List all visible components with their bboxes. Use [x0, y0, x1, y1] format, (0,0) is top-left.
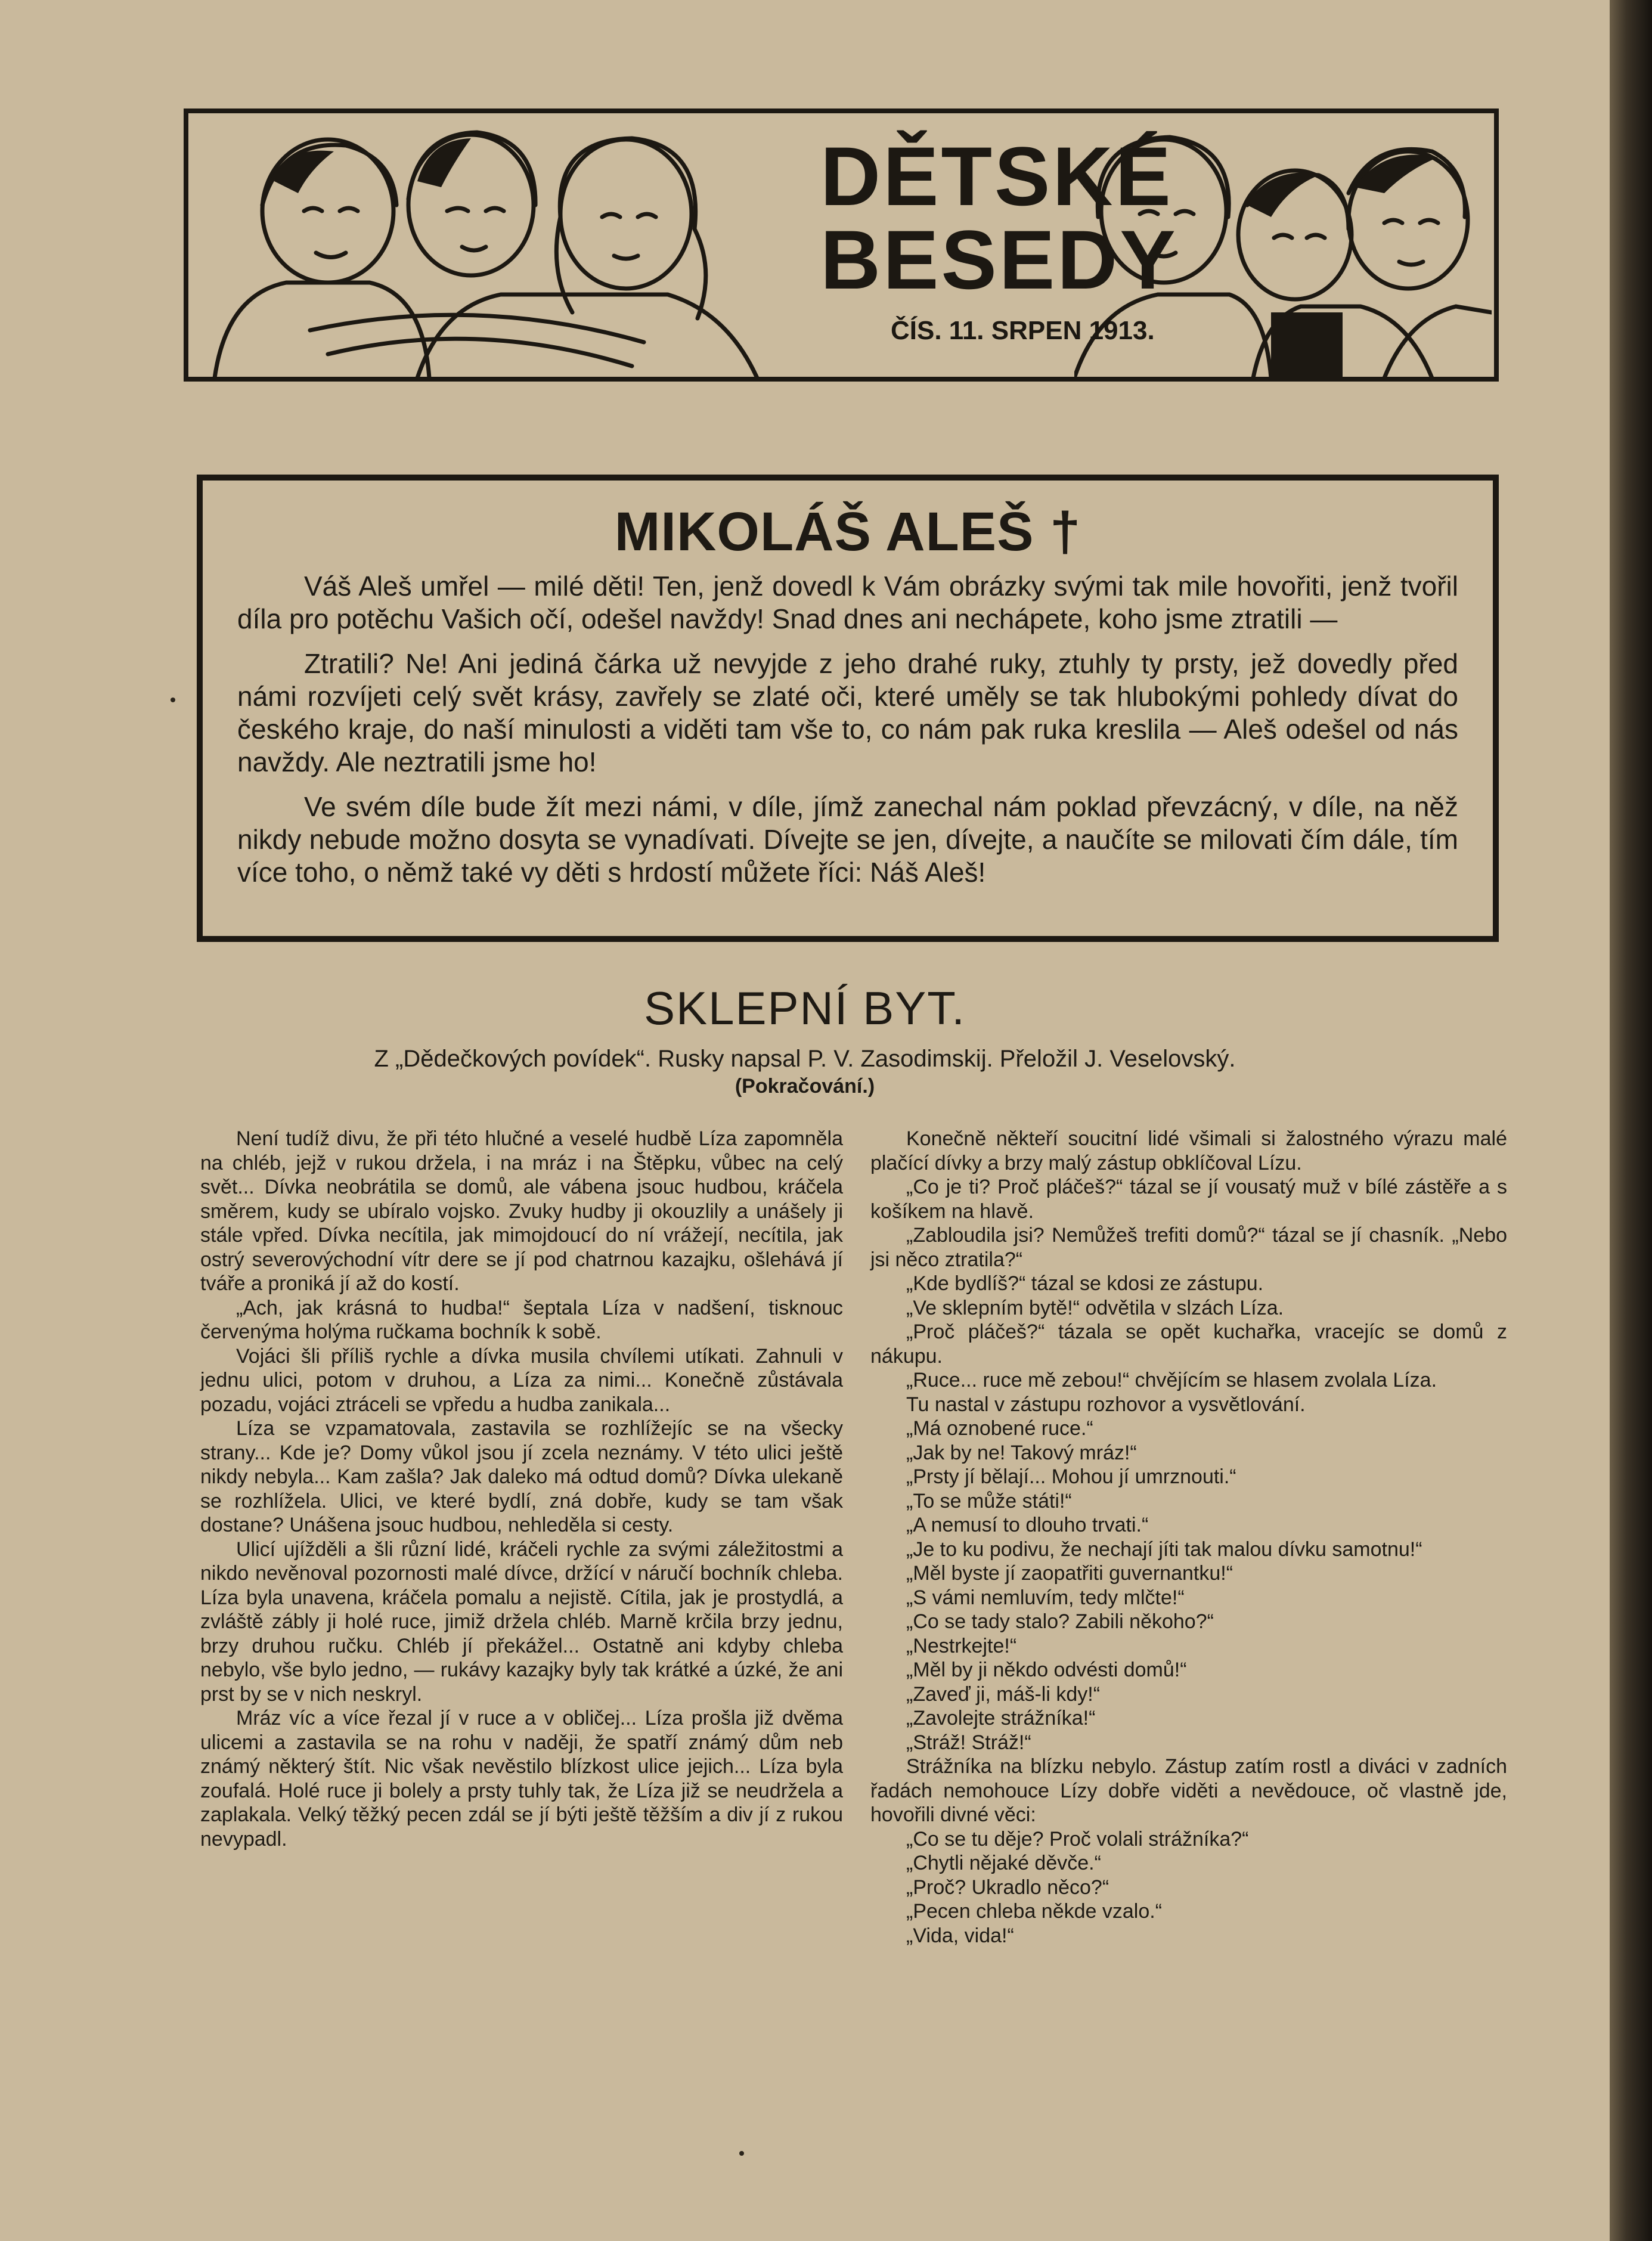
ink-speck	[171, 698, 175, 702]
story-paragraph: „Má oznobené ruce.“	[906, 1417, 1093, 1440]
story-paragraph: „Vida, vida!“	[906, 1924, 1014, 1947]
story-paragraph: „Zaveď ji, máš-li kdy!“	[906, 1682, 1101, 1706]
story-paragraph: Není tudíž divu, že při této hlučné a veselé hudbě Líza zapomněla na chléb, jejž v rukou držela, i na mráz i na Štěpku, vůbec na celý svět... Dívka neobrátila se domů, ale vábena jsouc hudbou, kráčela směrem, kudy se ubíralo vojsko. Zvuky hudby ji okouzlily a unášely ji stále vpřed. Dívka necítila, jak mimojdoucí do ní vrážejí, necítila, jak ostrý severovýchodní vítr dere se jí pod chatrnou kazajku, ošlehává jí tváře a proniká jí až do kostí.	[200, 1127, 843, 1295]
story-paragraph: Vojáci šli příliš rychle a dívka musila chvílemi utíkati. Zahnuli v jednu ulici, potom v druhou, a Líza za nimi... Konečně zůstávala pozadu, vojáci ztráceli se vpředu a hudba zanikala...	[200, 1344, 843, 1416]
story-paragraph: Mráz víc a více řezal jí v ruce a v obličej... Líza prošla již dvěma ulicemi a zastavila se na rohu v naději, že spatří známý dům neb známý některý štít. Nic však nevěstilo blízkost ulice jejich... Líza byla zoufalá. Holé ruce ji bolely a prsty tuhly tak, že Líza již se neudržela a zaplakala. Velký těžký pecen zdál se jí býti ještě těžším a div jí z rukou nevypadl.	[200, 1707, 843, 1851]
story-paragraph: „Ach, jak krásná to hudba!“ šeptala Líza v nadšení, tisknouc červenýma holýma ručkama bochník k sobě.	[200, 1296, 843, 1343]
obituary-paragraph: Ztratili? Ne! Ani jediná čárka už nevyjde z jeho drahé ruky, ztuhly ty prsty, jež dovedly před námi rozvíjeti celý svět krásy, zavřely se zlaté oči, které uměly se tak hlubokými pohledy dívat do českého kraje, do naší minulosti a viděti tam vše to, co nám pak ruka kreslila — Aleš odešel od nás navždy. Ale neztratili jsme ho!	[237, 648, 1458, 777]
story-paragraph: „Co je ti? Proč pláčeš?“ tázal se jí vousatý muž v bílé zástěře a s košíkem na hlavě.	[870, 1176, 1507, 1223]
ink-speck	[739, 2151, 744, 2156]
obituary-paragraph: Váš Aleš umřel — milé děti! Ten, jenž dovedl k Vám obrázky svými tak mile hovořiti, jenž tvořil díla pro potěchu Vašich očí, odešel navždy! Snad dnes ani nechápete, koho jsme ztratili —	[237, 571, 1458, 634]
story-paragraph: „Kde bydlíš?“ tázal se kdosi ze zástupu.	[906, 1272, 1264, 1295]
story-paragraph: „Je to ku podivu, že nechají jíti tak malou dívku samotnu!“	[906, 1538, 1422, 1561]
story-paragraph: „Chytli nějaké děvče.“	[906, 1852, 1101, 1874]
story-paragraph: „Jak by ne! Takový mráz!“	[906, 1441, 1137, 1464]
story-paragraph: „Měl byste jí zaopatřiti guvernantku!“	[906, 1562, 1233, 1585]
story-paragraph: „Stráž! Stráž!“	[906, 1731, 1031, 1754]
story-paragraph: „Ruce... ruce mě zebou!“ chvějícím se hlasem zvolala Líza.	[906, 1369, 1437, 1391]
obituary-paragraph: Ve svém díle bude žít mezi námi, v díle, jímž zanechal nám poklad převzácný, v díle, na něž nikdy nebude možno dosyta se vynadívati. Dívejte se jen, dívejte, a naučíte se milovati čím dále, tím více toho, o němž také vy děti s hrdostí můžete říci: Náš Aleš!	[237, 791, 1458, 888]
obituary-box	[197, 475, 1499, 942]
story-paragraph: Tu nastal v zástupu rozhovor a vysvětlování.	[906, 1393, 1306, 1416]
story-paragraph: „Co se tu děje? Proč volali strážníka?“	[906, 1827, 1249, 1851]
story-paragraph: „Ve sklepním bytě!“ odvětila v slzách Líza.	[906, 1296, 1284, 1319]
story-paragraph: Strážníka na blízku nebylo. Zástup zatím rostl a diváci v zadních řadách nemohouce Lízy dobře viděti a nevědouce, oč vlastně jde, hovořili divné věci:	[870, 1755, 1507, 1826]
story-title: SKLEPNÍ BYT.	[644, 982, 966, 1034]
story-paragraph: Ulicí ujížděli a šli různí lidé, kráčeli rychle za svými záležitostmi a nikdo nevěnoval pozornosti malé dívce, držící v náručí bochník chleba. Líza byla unavena, kráčela pomalu a nejistě. Cítila, jak je prostydlá, a zvláště zábly ji holé ruce, jimiž držela chléb. Marně krčila brzy jednu, brzy druhou ručku. Chléb jí překážel... Ostatně ani kdyby chleba nebylo, vše bylo jedno, — rukávy kazajky byly tak krátké a úzké, že ani prst by se v nich neskryl.	[200, 1538, 843, 1706]
story-continuation: (Pokračování.)	[734, 1075, 875, 1098]
masthead-title-line1: DĚTSKÉ	[820, 129, 1173, 223]
story-paragraph: „Měl by ji někdo odvésti domů!“	[906, 1659, 1187, 1681]
obituary-body	[237, 570, 1458, 901]
story-paragraph: Líza se vzpamatovala, zastavila se rozhlížejíc se na všecky strany... Kde je? Domy vůkol jsou jí zcela neznámy. V této ulici ještě nikdy nebyla... Kam zašla? Jak daleko má odtud domů? Dívka ulekaně se rozhlížela. Ulici, ve které bydlí, zná dobře, kudy se tam však dostane? Unášena jsouc hudbou, nehleděla si cesty.	[200, 1417, 843, 1536]
page-gutter-edge	[1610, 0, 1652, 2241]
story-paragraph: „To se může státi!“	[906, 1489, 1072, 1512]
masthead-illustration-left	[191, 116, 793, 378]
masthead-title-line2: BESEDY	[820, 213, 1178, 306]
story-paragraph: „Co se tady stalo? Zabili někoho?“	[906, 1610, 1214, 1633]
masthead-illustration-right	[1074, 116, 1492, 378]
story-paragraph: „S vámi nemluvím, tedy mlčte!“	[906, 1586, 1185, 1609]
story-byline: Z „Dědečkových povídek“. Rusky napsal P. V. Zasodimskij. Přeložil J. Veselovský.	[374, 1046, 1236, 1072]
story-right-column	[870, 1127, 1507, 1948]
story-paragraph: „Zavolejte strážníka!“	[906, 1707, 1096, 1729]
story-paragraph: Konečně někteří soucitní lidé všimali si žalostného výrazu malé plačící dívky a brzy malý zástup obklíčoval Lízu.	[870, 1127, 1507, 1174]
story-paragraph: „Zabloudila jsi? Nemůžeš trefiti domů?“ tázal se jí chasník. „Nebo jsi něco ztratila?“	[870, 1224, 1507, 1271]
masthead	[184, 109, 1499, 382]
obituary-title: MIKOLÁŠ ALEŠ †	[614, 501, 1081, 562]
story-paragraph: „Prsty jí bělají... Mohou jí umrznouti.“	[906, 1465, 1236, 1488]
story-paragraph: „Proč pláčeš?“ tázala se opět kuchařka, vracejíc se domů z nákupu.	[870, 1321, 1507, 1368]
story-paragraph: „Pecen chleba někde vzalo.“	[906, 1900, 1163, 1923]
story-left-column	[200, 1127, 843, 1851]
story-paragraph: „A nemusí to dlouho trvati.“	[906, 1514, 1149, 1536]
story-paragraph: „Nestrkejte!“	[906, 1634, 1017, 1657]
issue-line: ČÍS. 11. SRPEN 1913.	[891, 316, 1155, 345]
story-paragraph: „Proč? Ukradlo něco?“	[906, 1876, 1109, 1899]
